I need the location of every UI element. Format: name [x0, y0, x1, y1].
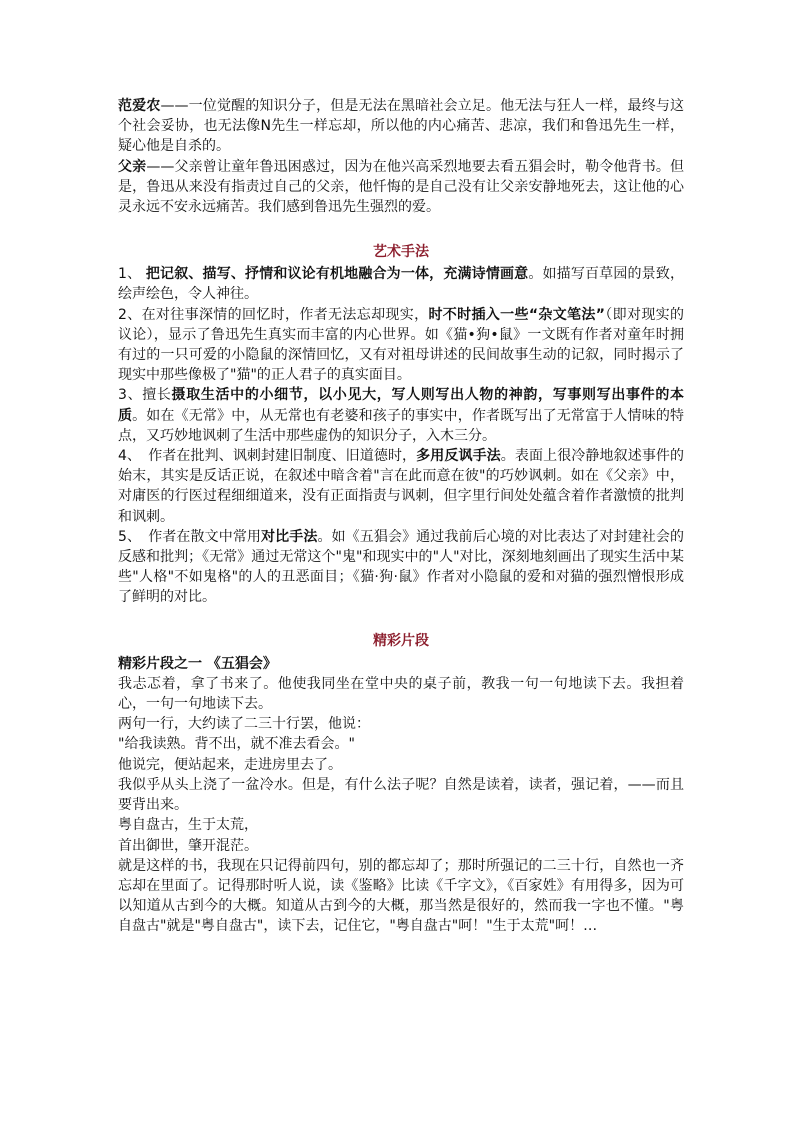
excerpt-line: 首出御世，肇开混茫。 — [118, 837, 258, 854]
excerpt-line: 就是这样的书，我现在只记得前四句，别的都忘却了；那时所强记的二三十行，自然也一齐忘却在里面了。记得那时听人说，读《鉴略》比读《千字文》，《百家姓》有用得多，因为可以知道从古到今的大概。知道从古到今的大概，那当然是很好的，然而我一字也不懂。"粤自盘古"就是"粤自盘古"，读下去，记住它，"粤自盘古"呵！"生于太荒"呵！… — [118, 857, 684, 935]
excerpt-line: 他说完，便站起来，走进房里去了。 — [118, 756, 342, 773]
item-text: 。如在《无常》中，从无常也有老婆和孩子的事实中，作者既写出了无常富于人情味的特点，又巧妙地讽刺了生活中那些虚伪的知识分子，入木三分。 — [118, 407, 684, 444]
item-text: 4、 作者在批判、讽刺封建旧制度、旧道德时， — [118, 448, 417, 465]
item-emphasis: 对比手法 — [261, 528, 318, 545]
section-heading-art: 艺术手法 — [373, 244, 429, 261]
art-item-5 — [118, 527, 684, 608]
item-text: 3、擅长 — [118, 387, 172, 404]
item-emphasis: 时不时插入一些“杂文笔法” — [428, 306, 605, 323]
excerpt-line: 我似乎从头上浇了一盆冷水。但是，有什么法子呢？自然是读着，读者，强记着，——而且要背出来。 — [118, 776, 684, 814]
art-item-2 — [118, 305, 684, 386]
item-emphasis: 多用反讽手法 — [416, 448, 501, 465]
art-item-3 — [118, 385, 684, 446]
character-name: 范爱农 — [118, 98, 161, 114]
section-heading-excerpt: 精彩片段 — [373, 632, 429, 649]
item-text: 。如《五猖会》通过我前后心境的对比表达了对封建社会的反感和批判；《无常》通过无常这个"鬼"和现实中的"人"对比，深刻地刻画出了现实生活中某些"人格"不如鬼格"的人的丑恶面目；《猫·狗·鼠》作者对小隐鼠的爱和对猫的强烈憎恨形成了鲜明的对比。 — [118, 528, 685, 606]
item-text: 2、在对往事深情的回忆时，作者无法忘却现实， — [118, 306, 429, 323]
item-number: 1、 — [118, 266, 146, 283]
item-text: 。如描写百草园的景致，绘声绘色，令人神往。 — [118, 266, 685, 303]
art-item-1 — [118, 264, 684, 304]
character-fan-ainong — [118, 96, 684, 157]
excerpt-line: 我忐忑着，拿了书来了。他使我同坐在堂中央的桌子前，教我一句一句地读下去。我担着心，一句一句地读下去。 — [118, 675, 684, 713]
character-father — [118, 157, 684, 218]
character-name: 父亲 — [118, 158, 147, 175]
excerpt-line: 粤自盘古，生于太荒， — [118, 817, 258, 834]
excerpt-subtitle: 精彩片段之一 《五猖会》 — [118, 655, 277, 672]
item-emphasis: 把记叙、描写、抒情和议论有机地融合为一体，充满诗情画意 — [145, 266, 529, 283]
item-text: 5、 作者在散文中常用 — [118, 528, 262, 545]
document-page — [118, 96, 684, 937]
art-item-4 — [118, 446, 684, 527]
character-description: ——一位觉醒的知识分子，但是无法在黑暗社会立足。他无法与狂人一样，最终与这个社会妥协，也无法像N先生一样忘却，所以他的内心痛苦、悲凉，我们和鲁迅先生一样，疑心他是自杀的。 — [118, 98, 685, 155]
excerpt-line: 两句一行，大约读了二三十行罢，他说： — [118, 716, 370, 733]
item-text: （即对现实的议论），显示了鲁迅先生真实而丰富的内心世界。如《猫•狗•鼠》一文既有作者对童年时拥有过的一只可爱的小隐鼠的深情回忆，又有对祖母讲述的民间故事生动的记叙，同时揭示了现实中那些像极了"猫"的正人君子的真实面目。 — [118, 306, 685, 384]
item-emphasis: 摄取生活中的小细节，以小见大，写人则写出人物的神韵，写事则写出事件的本质 — [118, 387, 684, 424]
item-text: 。表面上很冷静地叙述事件的始末，其实是反话正说，在叙述中暗含着"言在此而意在彼"的巧妙讽刺。如在《父亲》中，对庸医的行医过程细细道来，没有正面指责与讽刺，但字里行间处处蕴含着作者激愤的批判和讽刺。 — [118, 448, 685, 525]
character-description: ——父亲曾让童年鲁迅困惑过，因为在他兴高采烈地要去看五猖会时，勒令他背书。但是，鲁迅从来没有指责过自己的父亲，他忏悔的是自己没有让父亲安静地死去，这让他的心灵永远不安永远痛苦。我们感到鲁迅先生强烈的爱。 — [118, 158, 685, 216]
excerpt-line: "给我读熟。背不出，就不准去看会。" — [118, 736, 355, 753]
